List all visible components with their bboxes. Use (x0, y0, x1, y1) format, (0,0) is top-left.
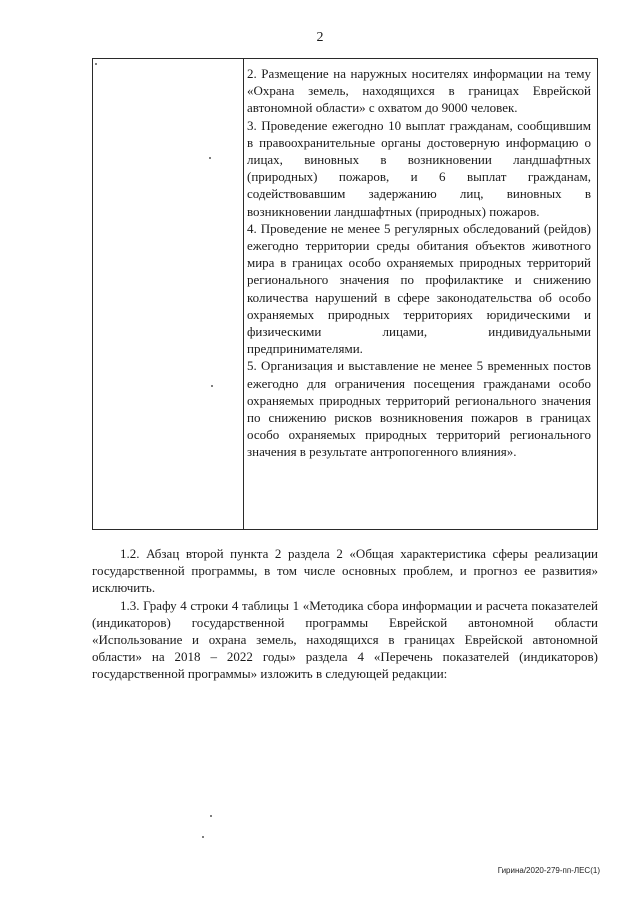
scan-speck (202, 836, 204, 838)
document-table (92, 58, 598, 530)
scan-speck (209, 157, 211, 159)
table-item: 2. Размещение на наружных носителях информации на тему «Охрана земель, находящихся в границах Еврейской автономной области» с охватом до 9000 человек. (247, 66, 591, 116)
scan-speck (95, 63, 97, 65)
body-paragraphs (92, 545, 598, 683)
table-item: 3. Проведение ежегодно 10 выплат гражданам, сообщившим в правоохранительные органы достоверную информацию о лицах, виновных в возникновении ландшафтных (природных) пожаров, и 6 выплат гражданам, содействовавшим задержанию лиц, виновных в возникновении ландшафтных (природных) пожаров. (247, 117, 591, 219)
table-item: 5. Организация и выставление не менее 5 временных постов ежегодно для ограничения посещения гражданами особо охраняемых природных территорий регионального значения по снижению рисков возникновения пожаров в границах особо охраняемых природных территорий регионального значения в результате антропогенного влияния». (247, 358, 591, 460)
table-cell-content (247, 65, 591, 461)
column-divider (243, 59, 244, 529)
document-code: Гирина/2020-279-пп-ЛЕС(1) (497, 866, 600, 875)
table-item: 4. Проведение не менее 5 регулярных обследований (рейдов) ежегодно территории среды обитания объектов животного мира в границах особо охраняемых природных территорий регионального значения по профилактике и снижению количества нарушений в сфере законодательства об особо охраняемых природных территориях юридическими и физическими лицами, индивидуальными предпринимателями. (247, 220, 591, 357)
paragraph-1-3: 1.3. Графу 4 строки 4 таблицы 1 «Методика сбора информации и расчета показателей (индикаторов) государственной программы Еврейской автономной области «Использование и охрана земель, находящихся в границах Еврейской автономной области» на 2018 – 2022 годы» раздела 4 «Перечень показателей (индикаторов) государственной программы» изложить в следующей редакции: (92, 597, 598, 682)
page-number: 2 (316, 30, 324, 45)
scan-speck (211, 385, 213, 387)
paragraph-1-2: 1.2. Абзац второй пункта 2 раздела 2 «Общая характеристика сферы реализации государственной программы, в том числе основных проблем, и прогноз ее развития» исключить. (92, 546, 598, 596)
scan-speck (210, 815, 212, 817)
